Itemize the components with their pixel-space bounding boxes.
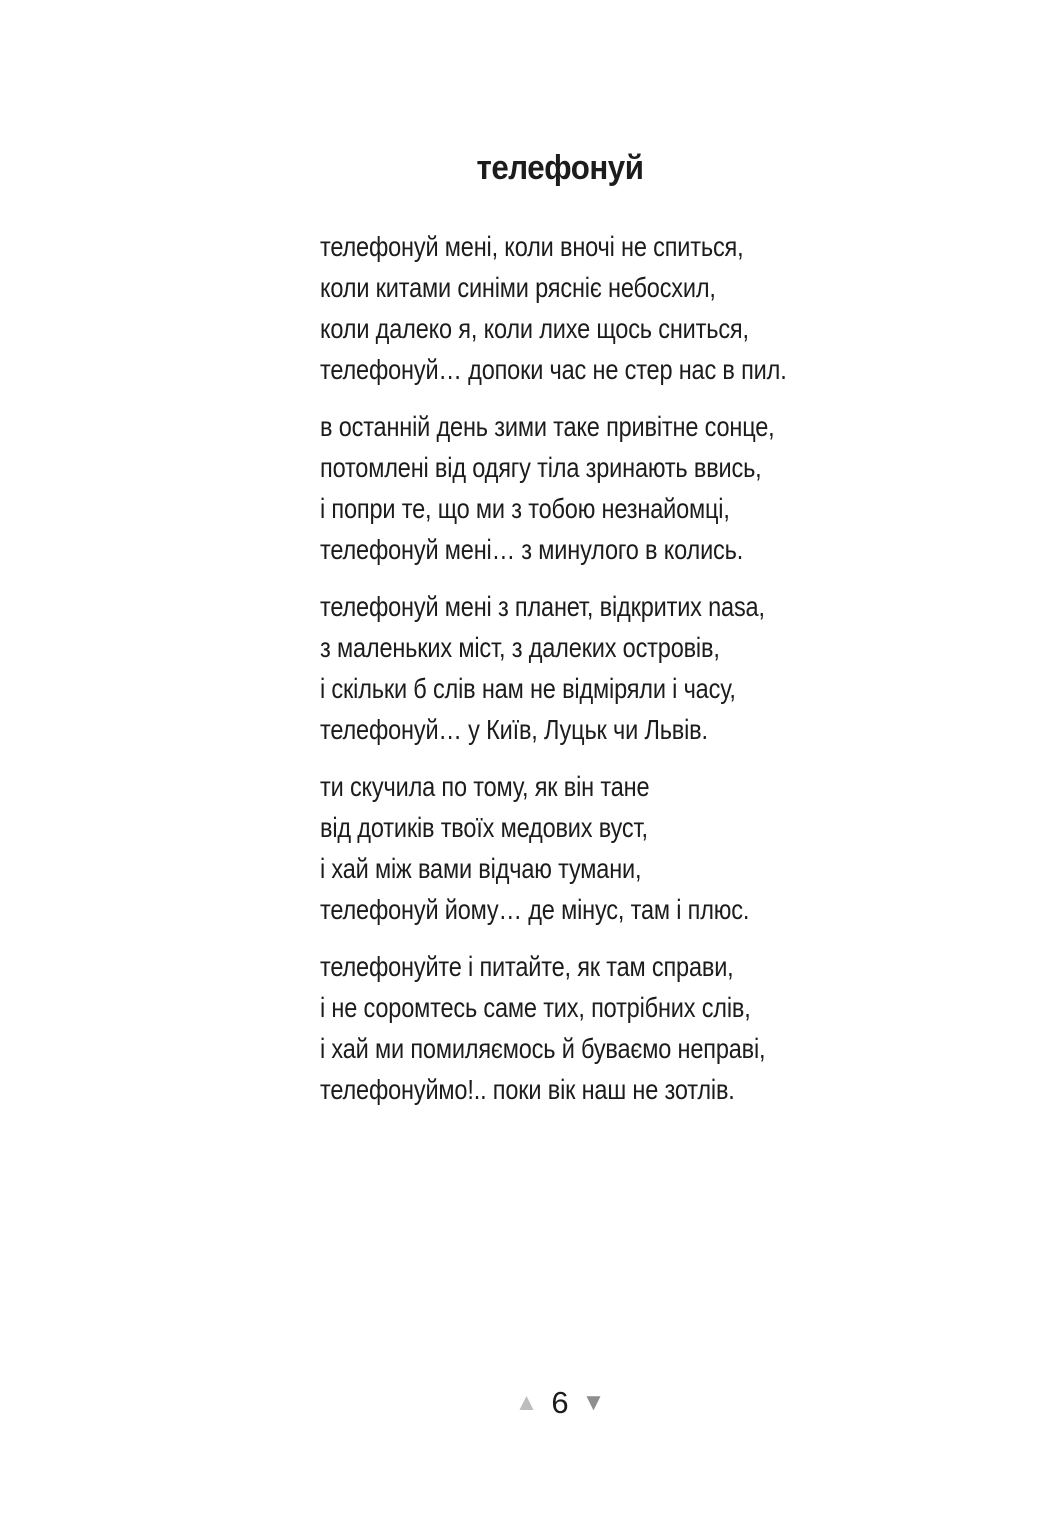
poem-line: телефонуй мені… з минулого в колись. (320, 534, 744, 565)
poem-line: телефонуйте і питайте, як там справи, (320, 951, 734, 982)
poem-line: коли китами синіми рясніє небосхил, (320, 272, 716, 303)
poem-line: ти скучила по тому, як він тане (320, 771, 650, 802)
poem-line: від дотиків твоїх медових вуст, (320, 812, 648, 843)
poem-title: телефонуй (476, 149, 644, 187)
poem-line: телефонуй… допоки час не стер нас в пил. (320, 354, 787, 385)
poem-line: в останній день зими таке привітне сонце, (320, 411, 775, 442)
poem-line: телефонуй мені з планет, відкритих nasa, (320, 591, 765, 622)
poem-line: телефонуй мені, коли вночі не спиться, (320, 231, 744, 262)
stanza (320, 766, 750, 930)
poem-content (320, 146, 800, 1126)
poem-line: і попри те, що ми з тобою незнайомці, (320, 493, 730, 524)
poem-line: і хай між вами відчаю тумани, (320, 853, 642, 884)
poem-line: телефонуй йому… де мінус, там і плюс. (320, 894, 750, 925)
poem-line: коли далеко я, коли лихе щось сниться, (320, 313, 749, 344)
poem-line: і не соромтесь саме тих, потрібних слів, (320, 992, 751, 1023)
poem-line: і скільки б слів нам не відміряли і часу, (320, 673, 736, 704)
page-navigation (320, 1383, 800, 1423)
page-number: 6 (551, 1385, 569, 1420)
poem-line: і хай ми помиляємось й буваємо неправі, (320, 1033, 766, 1064)
poem-line: телефонуймо!.. поки вік наш не зотлів. (320, 1074, 735, 1105)
stanza (320, 226, 787, 390)
poem-line: з маленьких міст, з далеких островів, (320, 632, 720, 663)
stanza (320, 586, 765, 750)
page-down-icon[interactable]: ▼ (581, 1389, 606, 1416)
poem-line: телефонуй… у Київ, Луцьк чи Львів. (320, 714, 708, 745)
page-up-icon[interactable]: ▲ (514, 1389, 539, 1416)
stanza (320, 946, 766, 1110)
stanza (320, 406, 775, 570)
poem-line: потомлені від одягу тіла зринають ввись, (320, 452, 762, 483)
